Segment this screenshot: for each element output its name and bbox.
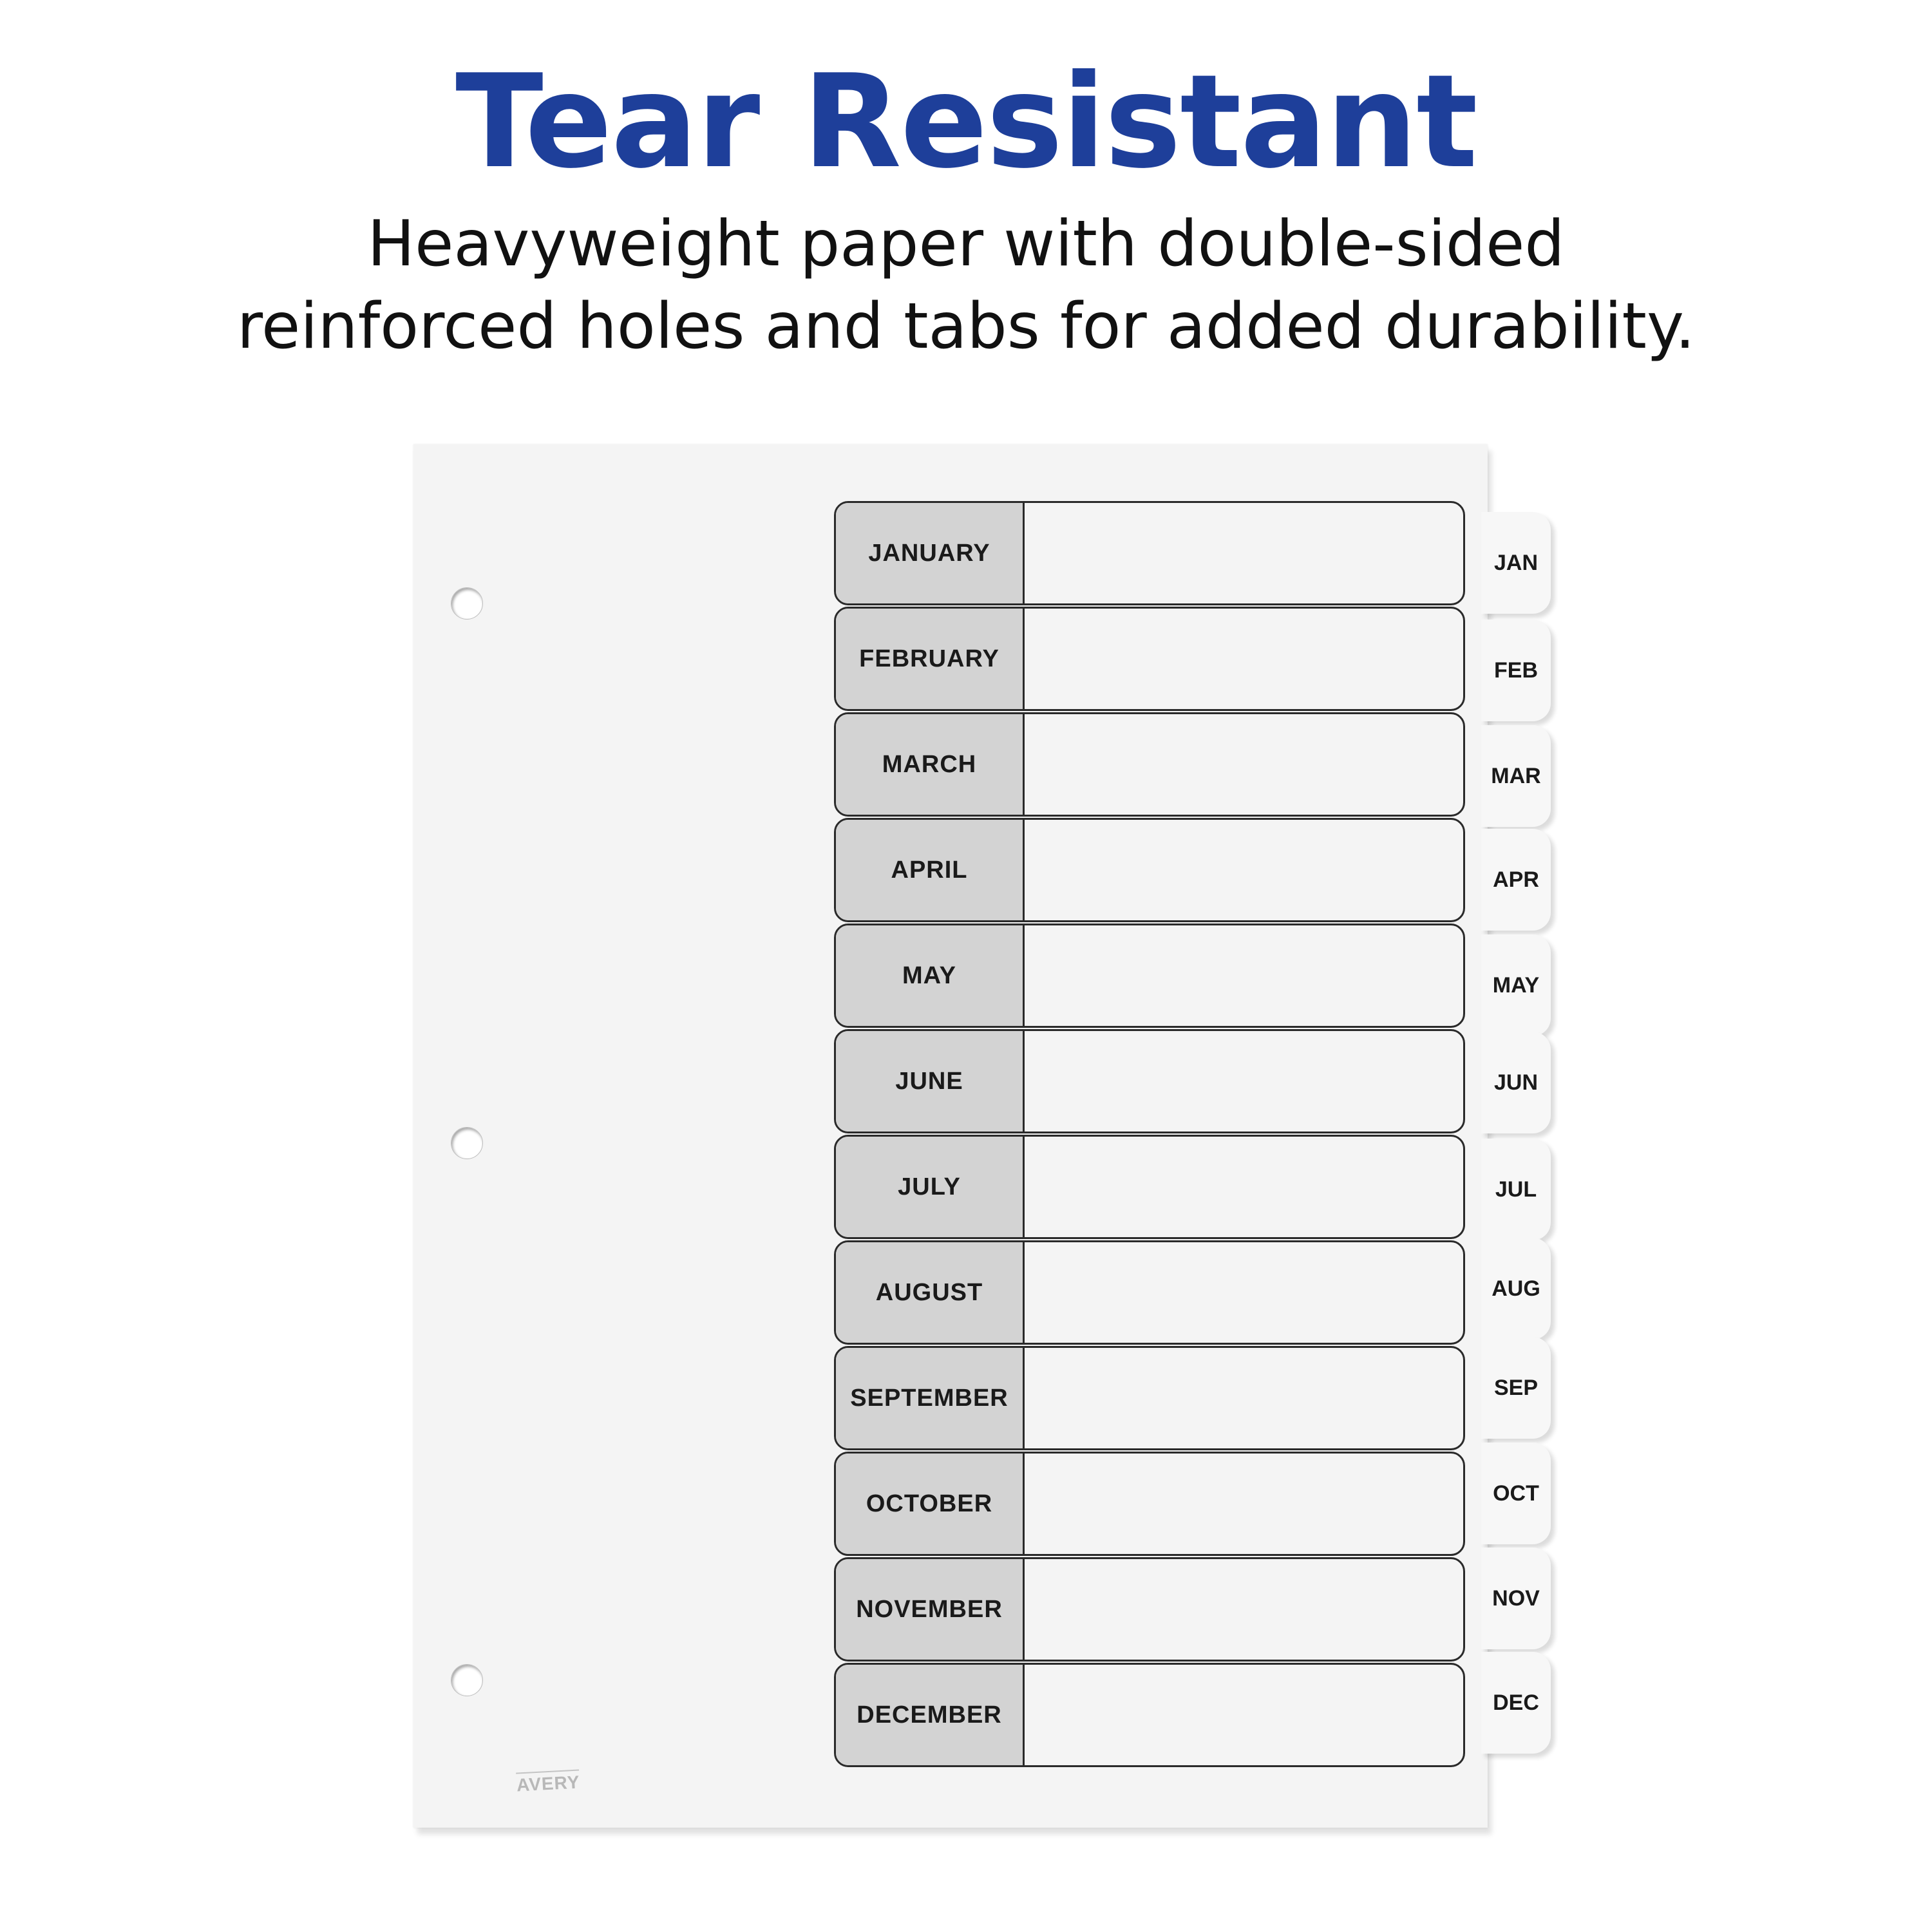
tab-jun[interactable]: JUN <box>1481 1032 1551 1133</box>
toc-row <box>834 1557 1465 1662</box>
toc-entry-field[interactable] <box>1025 925 1463 1026</box>
toc-label: DECEMBER <box>836 1665 1025 1765</box>
toc-label: MARCH <box>836 714 1025 815</box>
tab-may[interactable]: MAY <box>1481 934 1551 1036</box>
tab-jul[interactable]: JUL <box>1481 1139 1551 1240</box>
toc-label: JULY <box>836 1137 1025 1237</box>
toc-label: NOVEMBER <box>836 1559 1025 1660</box>
toc-entry-field[interactable] <box>1025 1559 1463 1660</box>
toc-label: JANUARY <box>836 503 1025 603</box>
toc-label: JUNE <box>836 1031 1025 1132</box>
toc-row <box>834 1346 1465 1450</box>
toc-label: SEPTEMBER <box>836 1348 1025 1448</box>
tab-oct[interactable]: OCT <box>1481 1443 1551 1544</box>
toc-entry-field[interactable] <box>1025 1348 1463 1448</box>
toc-row <box>834 501 1465 605</box>
toc-entry-field[interactable] <box>1025 714 1463 815</box>
toc-entry-field[interactable] <box>1025 1137 1463 1237</box>
toc-label: APRIL <box>836 820 1025 920</box>
toc-row <box>834 712 1465 817</box>
toc-entry-field[interactable] <box>1025 820 1463 920</box>
toc-entry-field[interactable] <box>1025 1665 1463 1765</box>
punch-hole-middle <box>451 1127 483 1159</box>
tab-mar[interactable]: MAR <box>1481 725 1551 827</box>
tab-feb[interactable]: FEB <box>1481 620 1551 721</box>
toc-row <box>834 607 1465 711</box>
subhead-line-1: Heavyweight paper with double-sided <box>367 207 1565 281</box>
punch-hole-top <box>451 587 483 620</box>
tab-aug[interactable]: AUG <box>1481 1238 1551 1340</box>
toc-row <box>834 1663 1465 1767</box>
toc-entry-field[interactable] <box>1025 503 1463 603</box>
toc-entry-field[interactable] <box>1025 1454 1463 1554</box>
subhead-line-2: reinforced holes and tabs for added durability. <box>236 290 1696 363</box>
tab-dec[interactable]: DEC <box>1481 1652 1551 1754</box>
toc-label: AUGUST <box>836 1242 1025 1343</box>
toc-row <box>834 923 1465 1028</box>
toc-label: MAY <box>836 925 1025 1026</box>
tab-jan[interactable]: JAN <box>1481 512 1551 614</box>
toc-row <box>834 818 1465 922</box>
tab-sep[interactable]: SEP <box>1481 1337 1551 1439</box>
punch-hole-bottom <box>451 1664 483 1696</box>
avery-logo: AVERY <box>516 1769 580 1795</box>
subhead <box>0 203 1932 368</box>
toc-label: OCTOBER <box>836 1454 1025 1554</box>
toc-row <box>834 1452 1465 1556</box>
tab-nov[interactable]: NOV <box>1481 1548 1551 1649</box>
toc-row <box>834 1029 1465 1133</box>
toc-row <box>834 1240 1465 1345</box>
toc-entry-field[interactable] <box>1025 1242 1463 1343</box>
toc-label: FEBRUARY <box>836 609 1025 709</box>
table-of-contents <box>834 501 1465 1768</box>
toc-entry-field[interactable] <box>1025 1031 1463 1132</box>
headline: Tear Resistant <box>455 47 1477 197</box>
tab-apr[interactable]: APR <box>1481 829 1551 931</box>
toc-row <box>834 1135 1465 1239</box>
toc-entry-field[interactable] <box>1025 609 1463 709</box>
